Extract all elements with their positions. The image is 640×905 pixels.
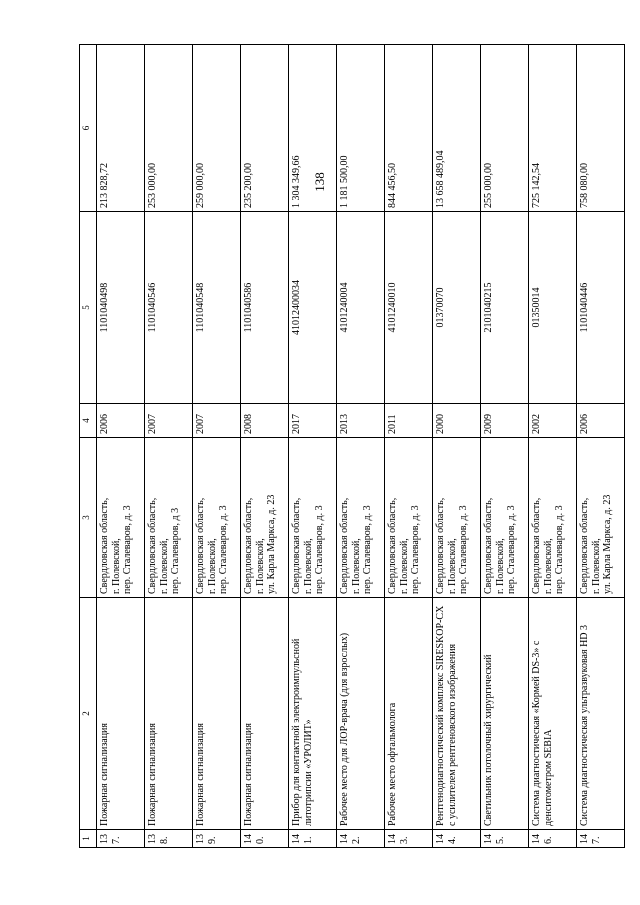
column-number-1: 1: [80, 830, 97, 848]
item-name: Пожарная сигнализация: [145, 598, 193, 830]
book-value: 253 000,00: [145, 45, 193, 212]
row-number: 137.: [97, 830, 145, 848]
commissioning-year: 2008: [241, 404, 289, 438]
commissioning-year: 2011: [385, 404, 433, 438]
commissioning-year: 2006: [97, 404, 145, 438]
row-number: 142.: [337, 830, 385, 848]
column-number-6: 6: [80, 45, 97, 212]
table-row: [529, 45, 577, 848]
commissioning-year: 2007: [193, 404, 241, 438]
row-number: 147.: [577, 830, 625, 848]
table-row: [193, 45, 241, 848]
item-address: [385, 438, 433, 598]
table-row: [385, 45, 433, 848]
commissioning-year: 2002: [529, 404, 577, 438]
address-line: Свердловская область,: [243, 497, 254, 594]
address-line: г. Полевской,: [590, 538, 602, 594]
inventory-code: 2101040215: [481, 212, 529, 404]
item-name: Пожарная сигнализация: [97, 598, 145, 830]
address-line: г. Полевской,: [158, 538, 170, 594]
column-number-2: 2: [80, 598, 97, 830]
inventory-code: 1101040446: [577, 212, 625, 404]
address-line: ул. Карла Маркса, д. 23: [602, 494, 613, 594]
item-name: Рабочее место для ЛОР-врача (для взрослых): [337, 598, 385, 830]
commissioning-year: 2000: [433, 404, 481, 438]
table-row: [577, 45, 625, 848]
address-line: пер. Сталеваров, д. 3: [218, 505, 229, 594]
address-line: г. Полевской,: [254, 538, 266, 594]
address-line: пер. Сталеваров, д. 3: [506, 505, 517, 594]
inventory-code: 1101040498: [97, 212, 145, 404]
row-number: 139.: [193, 830, 241, 848]
item-name: Прибор для контактной электроимпульсной литотрипсии «УРОЛИТ»: [289, 598, 337, 830]
address-line: Свердловская область,: [435, 497, 446, 594]
table-row: [289, 45, 337, 848]
book-value: 758 080,00: [577, 45, 625, 212]
address-line: Свердловская область,: [531, 497, 542, 594]
inventory-code: 4101240010: [385, 212, 433, 404]
column-number-row: [80, 45, 97, 848]
inventory-code: 01370070: [433, 212, 481, 404]
address-line: Свердловская область,: [339, 497, 350, 594]
row-number: 144.: [433, 830, 481, 848]
item-address: [145, 438, 193, 598]
row-number: 146.: [529, 830, 577, 848]
inventory-code: 41012400034: [289, 212, 337, 404]
item-address: [481, 438, 529, 598]
inventory-code: 1101040548: [193, 212, 241, 404]
commissioning-year: 2009: [481, 404, 529, 438]
item-name: Система диагностическая ультразвуковая HD 3: [577, 598, 625, 830]
column-number-4: 4: [80, 404, 97, 438]
row-number: 145.: [481, 830, 529, 848]
address-line: г. Полевской,: [110, 538, 122, 594]
address-line: Свердловская область,: [291, 497, 302, 594]
column-number-5: 5: [80, 212, 97, 404]
inventory-code: 4101240004: [337, 212, 385, 404]
address-line: пер. Сталеваров, д. 3: [362, 505, 373, 594]
book-value: 844 456,50: [385, 45, 433, 212]
commissioning-year: 2013: [337, 404, 385, 438]
table-row: [337, 45, 385, 848]
address-line: г. Полевской,: [302, 538, 314, 594]
address-line: пер. Сталеваров, д. 3: [554, 505, 565, 594]
book-value: 1 181 500,00: [337, 45, 385, 212]
inventory-code: 1101040586: [241, 212, 289, 404]
item-name: Система диагностическая «Кормей DS-3» с денситометром SEBIA: [529, 598, 577, 830]
item-address: [577, 438, 625, 598]
item-address: [193, 438, 241, 598]
item-address: [529, 438, 577, 598]
commissioning-year: 2017: [289, 404, 337, 438]
column-number-3: 3: [80, 438, 97, 598]
address-line: ул. Карла Маркса, д. 23: [266, 494, 277, 594]
address-line: Свердловская область,: [195, 497, 206, 594]
item-name: Пожарная сигнализация: [193, 598, 241, 830]
address-line: г. Полевской,: [446, 538, 458, 594]
book-value: 259 000,00: [193, 45, 241, 212]
row-number: 140.: [241, 830, 289, 848]
address-line: пер. Сталеваров, д. 3: [122, 505, 133, 594]
book-value: 1 304 349,66: [289, 45, 337, 212]
row-number: 138.: [145, 830, 193, 848]
item-address: [337, 438, 385, 598]
book-value: 235 200,00: [241, 45, 289, 212]
item-address: [289, 438, 337, 598]
table-row: [241, 45, 289, 848]
address-line: пер. Сталеваров, д. 3: [314, 505, 325, 594]
commissioning-year: 2007: [145, 404, 193, 438]
address-line: г. Полевской,: [206, 538, 218, 594]
book-value: 725 142,54: [529, 45, 577, 212]
address-line: Свердловская область,: [99, 497, 110, 594]
address-line: г. Полевской,: [398, 538, 410, 594]
address-line: г. Полевской,: [494, 538, 506, 594]
item-name: Светильник потолочный хирургический: [481, 598, 529, 830]
address-line: г. Полевской,: [350, 538, 362, 594]
address-line: пер. Сталеваров, д 3: [170, 507, 181, 594]
assets-table-body: [80, 45, 625, 848]
book-value: 255 000,00: [481, 45, 529, 212]
rotated-table-frame: [79, 45, 613, 848]
item-name: Рентгенодиагностический комплекс SIRESKOP-CX с усилителем рентгеновского изображения: [433, 598, 481, 830]
address-line: г. Полевской,: [542, 538, 554, 594]
table-row: [433, 45, 481, 848]
table-row: [145, 45, 193, 848]
address-line: пер. Сталеваров, д. 3: [458, 505, 469, 594]
commissioning-year: 2006: [577, 404, 625, 438]
row-number: 143.: [385, 830, 433, 848]
item-name: Пожарная сигнализация: [241, 598, 289, 830]
assets-table: [79, 44, 625, 848]
inventory-code: 01350014: [529, 212, 577, 404]
item-address: [97, 438, 145, 598]
book-value: 213 828,72: [97, 45, 145, 212]
address-line: Свердловская область,: [483, 497, 494, 594]
table-row: [97, 45, 145, 848]
table-container: [79, 45, 613, 848]
book-value: 13 658 489,04: [433, 45, 481, 212]
table-row: [481, 45, 529, 848]
item-address: [433, 438, 481, 598]
page-number: 138: [312, 172, 327, 192]
address-line: Свердловская область,: [387, 497, 398, 594]
address-line: Свердловская область,: [579, 497, 590, 594]
address-line: пер. Сталеваров, д. 3: [410, 505, 421, 594]
row-number: 141.: [289, 830, 337, 848]
address-line: Свердловская область,: [147, 497, 158, 594]
item-address: [241, 438, 289, 598]
item-name: Рабочее место офтальмолога: [385, 598, 433, 830]
inventory-code: 1101040546: [145, 212, 193, 404]
